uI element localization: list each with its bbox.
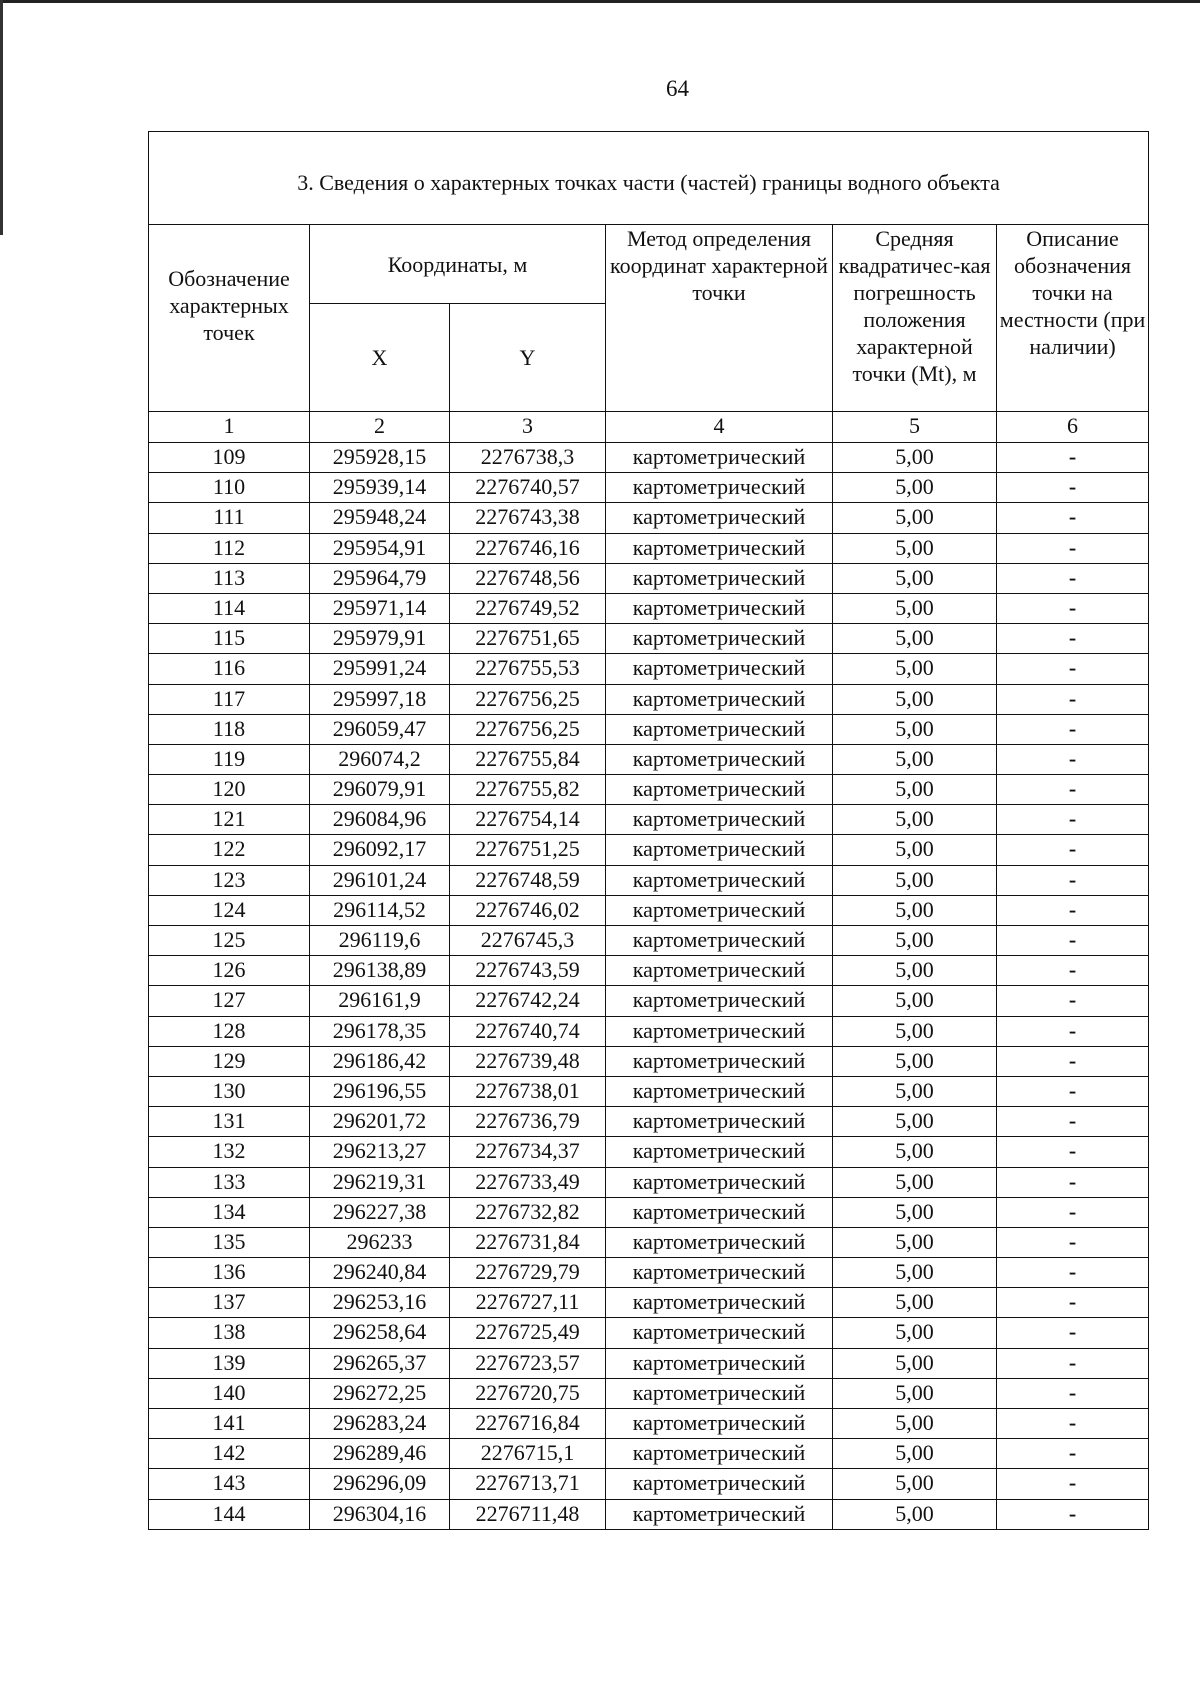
cell-point-id: 117 — [149, 684, 310, 714]
table-row — [149, 473, 1149, 503]
cell-x: 296219,31 — [310, 1167, 450, 1197]
cell-y: 2276732,82 — [450, 1197, 606, 1227]
cell-point-id: 120 — [149, 775, 310, 805]
cell-y: 2276738,3 — [450, 443, 606, 473]
cell-point-id: 119 — [149, 744, 310, 774]
cell-method: картометрический — [606, 1227, 833, 1257]
header-method: Метод определения координат характерной точки — [606, 225, 833, 412]
cell-x: 296227,38 — [310, 1197, 450, 1227]
cell-x: 295979,91 — [310, 624, 450, 654]
table-row — [149, 533, 1149, 563]
cell-x: 296272,25 — [310, 1378, 450, 1408]
cell-description: - — [997, 1197, 1149, 1227]
cell-x: 296161,9 — [310, 986, 450, 1016]
cell-error: 5,00 — [833, 1046, 997, 1076]
table-row — [149, 895, 1149, 925]
table-row — [149, 1107, 1149, 1137]
table-title-row — [149, 132, 1149, 225]
cell-error: 5,00 — [833, 1227, 997, 1257]
cell-y: 2276748,59 — [450, 865, 606, 895]
cell-y: 2276739,48 — [450, 1046, 606, 1076]
cell-error: 5,00 — [833, 1197, 997, 1227]
cell-x: 295948,24 — [310, 503, 450, 533]
cell-method: картометрический — [606, 1076, 833, 1106]
cell-method: картометрический — [606, 443, 833, 473]
table-row — [149, 1348, 1149, 1378]
cell-method: картометрический — [606, 684, 833, 714]
table-row — [149, 654, 1149, 684]
cell-point-id: 139 — [149, 1348, 310, 1378]
cell-method: картометрический — [606, 865, 833, 895]
cell-description: - — [997, 835, 1149, 865]
table-row — [149, 1409, 1149, 1439]
cell-x: 296119,6 — [310, 926, 450, 956]
cell-error: 5,00 — [833, 1107, 997, 1137]
cell-y: 2276755,53 — [450, 654, 606, 684]
cell-point-id: 127 — [149, 986, 310, 1016]
cell-y: 2276736,79 — [450, 1107, 606, 1137]
table-row — [149, 1076, 1149, 1106]
cell-error: 5,00 — [833, 1076, 997, 1106]
cell-description: - — [997, 805, 1149, 835]
cell-description: - — [997, 503, 1149, 533]
cell-x: 296283,24 — [310, 1409, 450, 1439]
cell-error: 5,00 — [833, 956, 997, 986]
cell-description: - — [997, 533, 1149, 563]
cell-description: - — [997, 1348, 1149, 1378]
cell-y: 2276751,25 — [450, 835, 606, 865]
cell-description: - — [997, 684, 1149, 714]
cell-error: 5,00 — [833, 744, 997, 774]
cell-method: картометрический — [606, 1046, 833, 1076]
table-row — [149, 1499, 1149, 1529]
cell-error: 5,00 — [833, 1167, 997, 1197]
cell-x: 296289,46 — [310, 1439, 450, 1469]
table-row — [149, 443, 1149, 473]
cell-method: картометрический — [606, 1499, 833, 1529]
cell-description: - — [997, 1137, 1149, 1167]
cell-x: 296084,96 — [310, 805, 450, 835]
cell-point-id: 136 — [149, 1258, 310, 1288]
table-row — [149, 1016, 1149, 1046]
cell-y: 2276738,01 — [450, 1076, 606, 1106]
cell-method: картометрический — [606, 1016, 833, 1046]
cell-error: 5,00 — [833, 624, 997, 654]
cell-y: 2276746,16 — [450, 533, 606, 563]
cell-method: картометрический — [606, 926, 833, 956]
cell-description: - — [997, 1288, 1149, 1318]
cell-x: 296138,89 — [310, 956, 450, 986]
cell-point-id: 137 — [149, 1288, 310, 1318]
column-number: 5 — [833, 412, 997, 443]
cell-error: 5,00 — [833, 835, 997, 865]
cell-method: картометрический — [606, 714, 833, 744]
header-y: Y — [450, 304, 606, 412]
cell-description: - — [997, 1499, 1149, 1529]
cell-description: - — [997, 1076, 1149, 1106]
cell-point-id: 141 — [149, 1409, 310, 1439]
cell-point-id: 124 — [149, 895, 310, 925]
cell-method: картометрический — [606, 1197, 833, 1227]
cell-point-id: 133 — [149, 1167, 310, 1197]
boundary-points-table — [148, 131, 1149, 1530]
cell-point-id: 132 — [149, 1137, 310, 1167]
cell-y: 2276715,1 — [450, 1439, 606, 1469]
cell-error: 5,00 — [833, 503, 997, 533]
cell-x: 295964,79 — [310, 563, 450, 593]
cell-description: - — [997, 926, 1149, 956]
table-row — [149, 986, 1149, 1016]
cell-description: - — [997, 1409, 1149, 1439]
cell-point-id: 112 — [149, 533, 310, 563]
table-row — [149, 503, 1149, 533]
cell-y: 2276711,48 — [450, 1499, 606, 1529]
cell-point-id: 144 — [149, 1499, 310, 1529]
cell-point-id: 125 — [149, 926, 310, 956]
table-row — [149, 684, 1149, 714]
cell-description: - — [997, 593, 1149, 623]
table-row — [149, 956, 1149, 986]
cell-method: картометрический — [606, 835, 833, 865]
cell-method: картометрический — [606, 775, 833, 805]
column-number: 2 — [310, 412, 450, 443]
cell-y: 2276733,49 — [450, 1167, 606, 1197]
cell-error: 5,00 — [833, 1499, 997, 1529]
cell-x: 296178,35 — [310, 1016, 450, 1046]
cell-method: картометрический — [606, 1167, 833, 1197]
cell-method: картометрический — [606, 593, 833, 623]
cell-y: 2276729,79 — [450, 1258, 606, 1288]
cell-method: картометрический — [606, 1378, 833, 1408]
table-row — [149, 775, 1149, 805]
table-row — [149, 1227, 1149, 1257]
cell-method: картометрический — [606, 624, 833, 654]
cell-point-id: 134 — [149, 1197, 310, 1227]
cell-y: 2276713,71 — [450, 1469, 606, 1499]
cell-x: 296201,72 — [310, 1107, 450, 1137]
cell-point-id: 140 — [149, 1378, 310, 1408]
cell-x: 296196,55 — [310, 1076, 450, 1106]
cell-error: 5,00 — [833, 593, 997, 623]
column-number-row — [149, 412, 1149, 443]
cell-method: картометрический — [606, 895, 833, 925]
cell-error: 5,00 — [833, 926, 997, 956]
cell-point-id: 113 — [149, 563, 310, 593]
cell-x: 296258,64 — [310, 1318, 450, 1348]
cell-description: - — [997, 624, 1149, 654]
cell-point-id: 121 — [149, 805, 310, 835]
cell-y: 2276754,14 — [450, 805, 606, 835]
cell-y: 2276725,49 — [450, 1318, 606, 1348]
cell-point-id: 109 — [149, 443, 310, 473]
cell-error: 5,00 — [833, 533, 997, 563]
cell-error: 5,00 — [833, 1288, 997, 1318]
table-row — [149, 714, 1149, 744]
cell-point-id: 142 — [149, 1439, 310, 1469]
cell-error: 5,00 — [833, 986, 997, 1016]
cell-error: 5,00 — [833, 684, 997, 714]
cell-error: 5,00 — [833, 1378, 997, 1408]
cell-description: - — [997, 1046, 1149, 1076]
cell-method: картометрический — [606, 1439, 833, 1469]
cell-y: 2276756,25 — [450, 714, 606, 744]
cell-point-id: 130 — [149, 1076, 310, 1106]
cell-error: 5,00 — [833, 805, 997, 835]
table-row — [149, 1197, 1149, 1227]
header-error: Средняя квадратичес-кая погрешность положения характерной точки (Mt), м — [833, 225, 997, 412]
cell-method: картометрический — [606, 1469, 833, 1499]
cell-y: 2276746,02 — [450, 895, 606, 925]
cell-description: - — [997, 563, 1149, 593]
cell-y: 2276723,57 — [450, 1348, 606, 1378]
cell-description: - — [997, 443, 1149, 473]
cell-y: 2276751,65 — [450, 624, 606, 654]
cell-error: 5,00 — [833, 714, 997, 744]
cell-y: 2276743,38 — [450, 503, 606, 533]
cell-x: 296074,2 — [310, 744, 450, 774]
cell-point-id: 126 — [149, 956, 310, 986]
cell-x: 296101,24 — [310, 865, 450, 895]
page-number: 64 — [666, 76, 689, 101]
cell-description: - — [997, 714, 1149, 744]
cell-method: картометрический — [606, 1409, 833, 1439]
cell-x: 296114,52 — [310, 895, 450, 925]
cell-error: 5,00 — [833, 895, 997, 925]
cell-description: - — [997, 1167, 1149, 1197]
table-row — [149, 1046, 1149, 1076]
header-point-id: Обозначение характерных точек — [149, 225, 310, 412]
column-number: 1 — [149, 412, 310, 443]
cell-error: 5,00 — [833, 775, 997, 805]
cell-x: 295971,14 — [310, 593, 450, 623]
table-row — [149, 563, 1149, 593]
cell-error: 5,00 — [833, 654, 997, 684]
cell-point-id: 110 — [149, 473, 310, 503]
header-x: X — [310, 304, 450, 412]
cell-point-id: 123 — [149, 865, 310, 895]
cell-description: - — [997, 1469, 1149, 1499]
cell-description: - — [997, 1439, 1149, 1469]
cell-x: 296213,27 — [310, 1137, 450, 1167]
cell-point-id: 122 — [149, 835, 310, 865]
cell-point-id: 129 — [149, 1046, 310, 1076]
cell-error: 5,00 — [833, 1318, 997, 1348]
table-row — [149, 1167, 1149, 1197]
cell-method: картометрический — [606, 956, 833, 986]
cell-error: 5,00 — [833, 1348, 997, 1378]
header-description: Описание обозначения точки на местности (при наличии) — [997, 225, 1149, 412]
table-row — [149, 805, 1149, 835]
cell-description: - — [997, 775, 1149, 805]
cell-method: картометрический — [606, 986, 833, 1016]
header-coordinates: Координаты, м — [310, 225, 606, 304]
cell-error: 5,00 — [833, 1258, 997, 1288]
cell-y: 2276720,75 — [450, 1378, 606, 1408]
scan-border-left — [0, 0, 3, 235]
cell-description: - — [997, 956, 1149, 986]
cell-method: картометрический — [606, 1137, 833, 1167]
cell-method: картометрический — [606, 503, 833, 533]
cell-y: 2276731,84 — [450, 1227, 606, 1257]
cell-description: - — [997, 654, 1149, 684]
table-row — [149, 744, 1149, 774]
cell-y: 2276755,82 — [450, 775, 606, 805]
cell-error: 5,00 — [833, 1439, 997, 1469]
cell-method: картометрический — [606, 1288, 833, 1318]
cell-method: картометрический — [606, 1258, 833, 1288]
cell-y: 2276749,52 — [450, 593, 606, 623]
cell-method: картометрический — [606, 744, 833, 774]
cell-method: картометрический — [606, 473, 833, 503]
cell-point-id: 114 — [149, 593, 310, 623]
cell-error: 5,00 — [833, 443, 997, 473]
table-row — [149, 1378, 1149, 1408]
cell-y: 2276745,3 — [450, 926, 606, 956]
cell-error: 5,00 — [833, 1469, 997, 1499]
cell-point-id: 128 — [149, 1016, 310, 1046]
cell-x: 295991,24 — [310, 654, 450, 684]
table-row — [149, 1137, 1149, 1167]
cell-x: 296186,42 — [310, 1046, 450, 1076]
table-row — [149, 835, 1149, 865]
cell-y: 2276716,84 — [450, 1409, 606, 1439]
cell-description: - — [997, 1227, 1149, 1257]
table-row — [149, 624, 1149, 654]
cell-description: - — [997, 1378, 1149, 1408]
cell-method: картометрический — [606, 563, 833, 593]
table-row — [149, 1439, 1149, 1469]
cell-description: - — [997, 1318, 1149, 1348]
cell-y: 2276727,11 — [450, 1288, 606, 1318]
cell-x: 296059,47 — [310, 714, 450, 744]
cell-point-id: 131 — [149, 1107, 310, 1137]
column-number: 4 — [606, 412, 833, 443]
cell-x: 296092,17 — [310, 835, 450, 865]
table-row — [149, 1318, 1149, 1348]
scan-border-top — [0, 0, 1200, 3]
table-row — [149, 926, 1149, 956]
cell-y: 2276734,37 — [450, 1137, 606, 1167]
cell-x: 296265,37 — [310, 1348, 450, 1378]
table-row — [149, 1469, 1149, 1499]
cell-point-id: 116 — [149, 654, 310, 684]
cell-y: 2276742,24 — [450, 986, 606, 1016]
cell-error: 5,00 — [833, 473, 997, 503]
table-row — [149, 865, 1149, 895]
cell-method: картометрический — [606, 1107, 833, 1137]
cell-x: 296296,09 — [310, 1469, 450, 1499]
cell-description: - — [997, 865, 1149, 895]
cell-y: 2276740,57 — [450, 473, 606, 503]
cell-x: 296233 — [310, 1227, 450, 1257]
cell-y: 2276755,84 — [450, 744, 606, 774]
cell-description: - — [997, 473, 1149, 503]
cell-point-id: 138 — [149, 1318, 310, 1348]
cell-method: картометрический — [606, 1348, 833, 1378]
cell-x: 296253,16 — [310, 1288, 450, 1318]
cell-error: 5,00 — [833, 563, 997, 593]
cell-method: картометрический — [606, 805, 833, 835]
cell-point-id: 111 — [149, 503, 310, 533]
cell-description: - — [997, 1016, 1149, 1046]
cell-x: 295939,14 — [310, 473, 450, 503]
cell-description: - — [997, 744, 1149, 774]
cell-description: - — [997, 1258, 1149, 1288]
cell-point-id: 135 — [149, 1227, 310, 1257]
cell-error: 5,00 — [833, 1409, 997, 1439]
cell-point-id: 143 — [149, 1469, 310, 1499]
cell-description: - — [997, 895, 1149, 925]
cell-point-id: 118 — [149, 714, 310, 744]
cell-y: 2276740,74 — [450, 1016, 606, 1046]
cell-y: 2276748,56 — [450, 563, 606, 593]
cell-point-id: 115 — [149, 624, 310, 654]
cell-x: 296304,16 — [310, 1499, 450, 1529]
cell-y: 2276756,25 — [450, 684, 606, 714]
cell-x: 295997,18 — [310, 684, 450, 714]
cell-error: 5,00 — [833, 1016, 997, 1046]
table-row — [149, 1258, 1149, 1288]
column-number: 6 — [997, 412, 1149, 443]
cell-error: 5,00 — [833, 1137, 997, 1167]
column-number: 3 — [450, 412, 606, 443]
cell-y: 2276743,59 — [450, 956, 606, 986]
cell-method: картометрический — [606, 533, 833, 563]
header-row — [149, 225, 1149, 304]
cell-x: 295954,91 — [310, 533, 450, 563]
cell-method: картометрический — [606, 1318, 833, 1348]
table-row — [149, 593, 1149, 623]
cell-x: 296079,91 — [310, 775, 450, 805]
cell-description: - — [997, 1107, 1149, 1137]
cell-description: - — [997, 986, 1149, 1016]
cell-method: картометрический — [606, 654, 833, 684]
cell-x: 295928,15 — [310, 443, 450, 473]
table-row — [149, 1288, 1149, 1318]
cell-x: 296240,84 — [310, 1258, 450, 1288]
cell-error: 5,00 — [833, 865, 997, 895]
table-title: 3. Сведения о характерных точках части (частей) границы водного объекта — [149, 132, 1149, 225]
